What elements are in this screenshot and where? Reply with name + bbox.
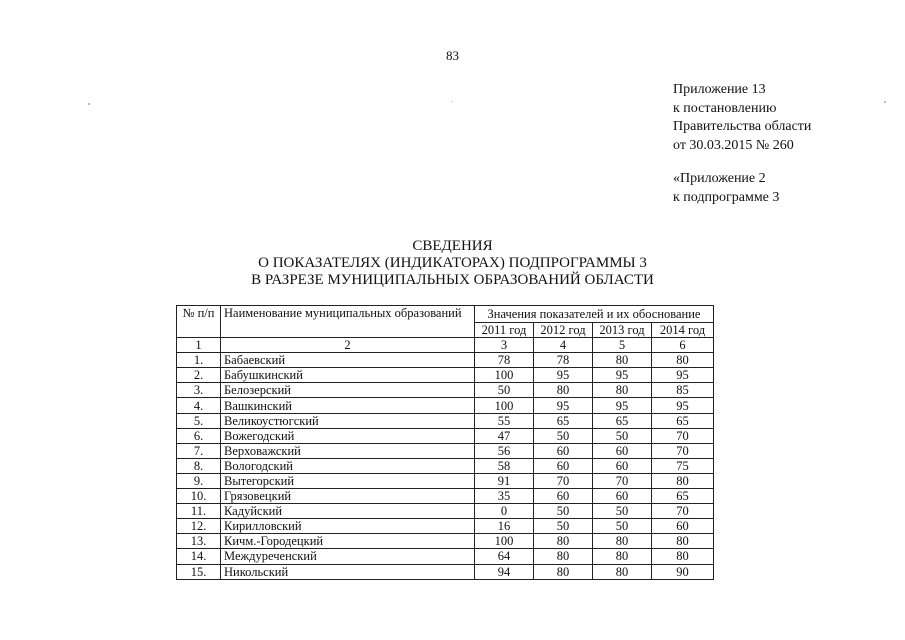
- value-2013: 50: [593, 428, 652, 443]
- column-index: 4: [534, 338, 593, 353]
- page-number: 83: [446, 48, 459, 63]
- subprogram-appendix-reference: [673, 170, 779, 207]
- value-2012: 60: [534, 458, 593, 473]
- table-row: [177, 353, 714, 368]
- value-2013: 60: [593, 458, 652, 473]
- value-2014: 90: [652, 564, 714, 579]
- row-number: 10.: [177, 489, 221, 504]
- value-2013: 70: [593, 473, 652, 488]
- value-2011: 16: [475, 519, 534, 534]
- indicators-table: [176, 305, 714, 580]
- value-2013: 80: [593, 564, 652, 579]
- value-2014: 80: [652, 549, 714, 564]
- table-row: [177, 383, 714, 398]
- value-2012: 95: [534, 398, 593, 413]
- value-2013: 95: [593, 398, 652, 413]
- table-row: [177, 398, 714, 413]
- municipality-name: Никольский: [221, 564, 475, 579]
- table-row: [177, 534, 714, 549]
- column-index: 2: [221, 338, 475, 353]
- column-header-name: Наименование муниципальных образований: [221, 306, 475, 338]
- row-number: 13.: [177, 534, 221, 549]
- row-number: 2.: [177, 368, 221, 383]
- value-2011: 94: [475, 564, 534, 579]
- municipality-name: Междуреченский: [221, 549, 475, 564]
- row-number: 15.: [177, 564, 221, 579]
- value-2013: 60: [593, 489, 652, 504]
- value-2014: 80: [652, 473, 714, 488]
- table-row: [177, 443, 714, 458]
- row-number: 12.: [177, 519, 221, 534]
- appendix-line: от 30.03.2015 № 260: [673, 137, 794, 153]
- value-2014: 75: [652, 458, 714, 473]
- row-number: 6.: [177, 428, 221, 443]
- column-index: 5: [593, 338, 652, 353]
- scan-speck: [88, 103, 90, 105]
- table-row: [177, 473, 714, 488]
- value-2014: 65: [652, 489, 714, 504]
- value-2011: 64: [475, 549, 534, 564]
- value-2011: 100: [475, 398, 534, 413]
- title-line: СВЕДЕНИЯ: [412, 238, 493, 254]
- value-2013: 80: [593, 353, 652, 368]
- appendix-line: к подпрограмме 3: [673, 189, 780, 205]
- table-row: [177, 549, 714, 564]
- column-header-number: № п/п: [177, 306, 221, 338]
- municipality-name: Кирилловский: [221, 519, 475, 534]
- appendix-line: к постановлению: [673, 100, 777, 116]
- municipality-name: Вашкинский: [221, 398, 475, 413]
- scan-speck: [452, 101, 453, 102]
- row-number: 7.: [177, 443, 221, 458]
- appendix-reference: [673, 81, 811, 155]
- column-index: 3: [475, 338, 534, 353]
- column-header-year: 2014 год: [652, 323, 714, 338]
- value-2013: 50: [593, 504, 652, 519]
- value-2012: 80: [534, 564, 593, 579]
- municipality-name: Бабушкинский: [221, 368, 475, 383]
- value-2014: 80: [652, 353, 714, 368]
- value-2011: 0: [475, 504, 534, 519]
- value-2013: 95: [593, 368, 652, 383]
- row-number: 11.: [177, 504, 221, 519]
- value-2012: 50: [534, 519, 593, 534]
- value-2012: 95: [534, 368, 593, 383]
- row-number: 4.: [177, 398, 221, 413]
- column-header-year: 2011 год: [475, 323, 534, 338]
- row-number: 8.: [177, 458, 221, 473]
- value-2014: 70: [652, 443, 714, 458]
- row-number: 9.: [177, 473, 221, 488]
- column-header-year: 2013 год: [593, 323, 652, 338]
- appendix-line: Правительства области: [673, 119, 812, 134]
- table-row: [177, 519, 714, 534]
- table-row: [177, 564, 714, 579]
- municipality-name: Великоустюгский: [221, 413, 475, 428]
- document-title: [0, 238, 905, 289]
- municipality-name: Вожегодский: [221, 428, 475, 443]
- value-2012: 70: [534, 473, 593, 488]
- table-row: [177, 368, 714, 383]
- value-2013: 60: [593, 443, 652, 458]
- title-line: О ПОКАЗАТЕЛЯХ (ИНДИКАТОРАХ) ПОДПРОГРАММЫ 3: [258, 255, 647, 271]
- value-2012: 50: [534, 504, 593, 519]
- value-2011: 50: [475, 383, 534, 398]
- value-2014: 95: [652, 398, 714, 413]
- value-2012: 80: [534, 383, 593, 398]
- value-2011: 58: [475, 458, 534, 473]
- value-2012: 80: [534, 534, 593, 549]
- value-2014: 80: [652, 534, 714, 549]
- municipality-name: Вологодский: [221, 458, 475, 473]
- value-2013: 80: [593, 534, 652, 549]
- value-2014: 95: [652, 368, 714, 383]
- municipality-name: Грязовецкий: [221, 489, 475, 504]
- column-header-year: 2012 год: [534, 323, 593, 338]
- value-2011: 56: [475, 443, 534, 458]
- table-row: [177, 458, 714, 473]
- value-2014: 60: [652, 519, 714, 534]
- value-2013: 50: [593, 519, 652, 534]
- municipality-name: Бабаевский: [221, 353, 475, 368]
- value-2012: 50: [534, 428, 593, 443]
- title-line: В РАЗРЕЗЕ МУНИЦИПАЛЬНЫХ ОБРАЗОВАНИЙ ОБЛАСТИ: [251, 272, 654, 288]
- value-2011: 47: [475, 428, 534, 443]
- value-2014: 65: [652, 413, 714, 428]
- value-2012: 78: [534, 353, 593, 368]
- table-body: [177, 353, 714, 579]
- value-2011: 55: [475, 413, 534, 428]
- value-2014: 85: [652, 383, 714, 398]
- value-2013: 80: [593, 549, 652, 564]
- row-number: 5.: [177, 413, 221, 428]
- municipality-name: Кадуйский: [221, 504, 475, 519]
- column-header-values: Значения показателей и их обоснование: [475, 306, 714, 323]
- row-number: 1.: [177, 353, 221, 368]
- row-number: 14.: [177, 549, 221, 564]
- value-2013: 65: [593, 413, 652, 428]
- value-2011: 78: [475, 353, 534, 368]
- municipality-name: Верховажский: [221, 443, 475, 458]
- appendix-line: «Приложение 2: [673, 171, 766, 186]
- value-2014: 70: [652, 428, 714, 443]
- value-2012: 80: [534, 549, 593, 564]
- column-index: 6: [652, 338, 714, 353]
- column-index: 1: [177, 338, 221, 353]
- table-row: [177, 413, 714, 428]
- value-2012: 60: [534, 489, 593, 504]
- appendix-line: Приложение 13: [673, 82, 766, 97]
- table-row: [177, 428, 714, 443]
- value-2011: 35: [475, 489, 534, 504]
- value-2011: 100: [475, 368, 534, 383]
- municipality-name: Белозерский: [221, 383, 475, 398]
- municipality-name: Кичм.-Городецкий: [221, 534, 475, 549]
- value-2013: 80: [593, 383, 652, 398]
- value-2012: 65: [534, 413, 593, 428]
- municipality-name: Вытегорский: [221, 473, 475, 488]
- row-number: 3.: [177, 383, 221, 398]
- value-2011: 91: [475, 473, 534, 488]
- value-2014: 70: [652, 504, 714, 519]
- scan-speck: [884, 101, 886, 103]
- value-2011: 100: [475, 534, 534, 549]
- table-row: [177, 489, 714, 504]
- value-2012: 60: [534, 443, 593, 458]
- table-row: [177, 504, 714, 519]
